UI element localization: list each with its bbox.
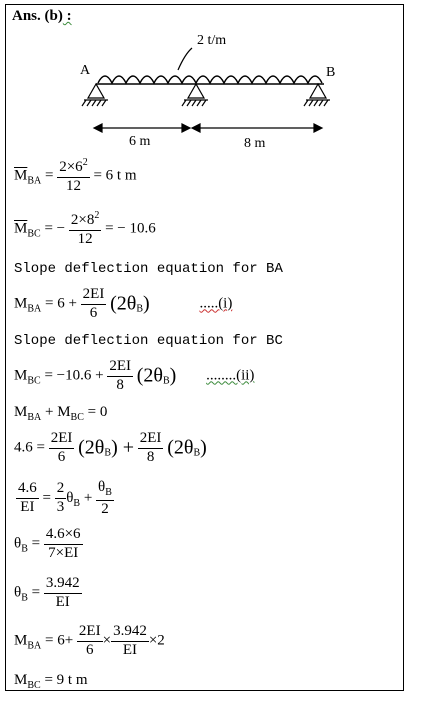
- moment-ba-substitution: $M_{BA} = 6+$ $\frac{2EI}{6}$ × $\frac{3.942}{EI}$ ×2: [14, 623, 165, 658]
- moment-bc-result: $M_{BC} = 9$ t m: [14, 672, 88, 691]
- equilibrium-eq: $M_{BA} + M_{BC} = 0$: [14, 404, 108, 423]
- text-slope-bc: Slope deflection equation for BC: [14, 333, 283, 349]
- load-label: 2 t/m: [197, 33, 227, 48]
- simplified-eq: $\frac{4.6}{EI}$ = $\frac{2}{3}$ $\theta_B$ + $\frac{\theta_B}{2}$: [18, 479, 112, 517]
- combined-eq: 4.6 = $\frac{2EI}{6}$ $(2\theta_B)$ + $\frac{2EI}{8}$ $(2\theta_B)$: [14, 430, 207, 465]
- slope-eq-ba: $M_{BA} = 6$ + $\frac{2EI}{6}$ $(2\theta_B)$ .....(i): [14, 286, 233, 321]
- beam-diagram: [70, 26, 350, 150]
- span1-label: 6 m: [129, 134, 151, 149]
- node-a-label: A: [80, 63, 91, 78]
- dimension-arrows: [94, 124, 322, 132]
- text-slope-ba: Slope deflection equation for BA: [14, 261, 283, 277]
- support-mid: [182, 84, 208, 106]
- support-b: [304, 84, 330, 106]
- span2-label: 8 m: [244, 136, 266, 150]
- fixed-end-moment-bc: $\overline{M}_{BC}$ = − $\frac{2\times 8^2}{12}$ = − 10.6: [14, 210, 156, 247]
- theta-b-expression: $\theta_B$ = $\frac{4.6\times 6}{7\times EI}$: [14, 526, 81, 561]
- support-a: [82, 84, 108, 106]
- fixed-end-moment-ba: $\overline{M}_{BA}$ = $\frac{2\times 6^2}{12}$ = 6 t m: [14, 157, 137, 194]
- slope-eq-bc: $M_{BC} = -10.6$ + $\frac{2EI}{8}$ $(2\theta_B)$ ........(ii): [14, 358, 255, 393]
- theta-b-value: $\theta_B$ = $\frac{3.942}{EI}$: [14, 575, 80, 610]
- answer-label: Ans. (b) :: [12, 8, 72, 24]
- node-b-label: B: [326, 65, 336, 80]
- udl-load: [98, 76, 322, 83]
